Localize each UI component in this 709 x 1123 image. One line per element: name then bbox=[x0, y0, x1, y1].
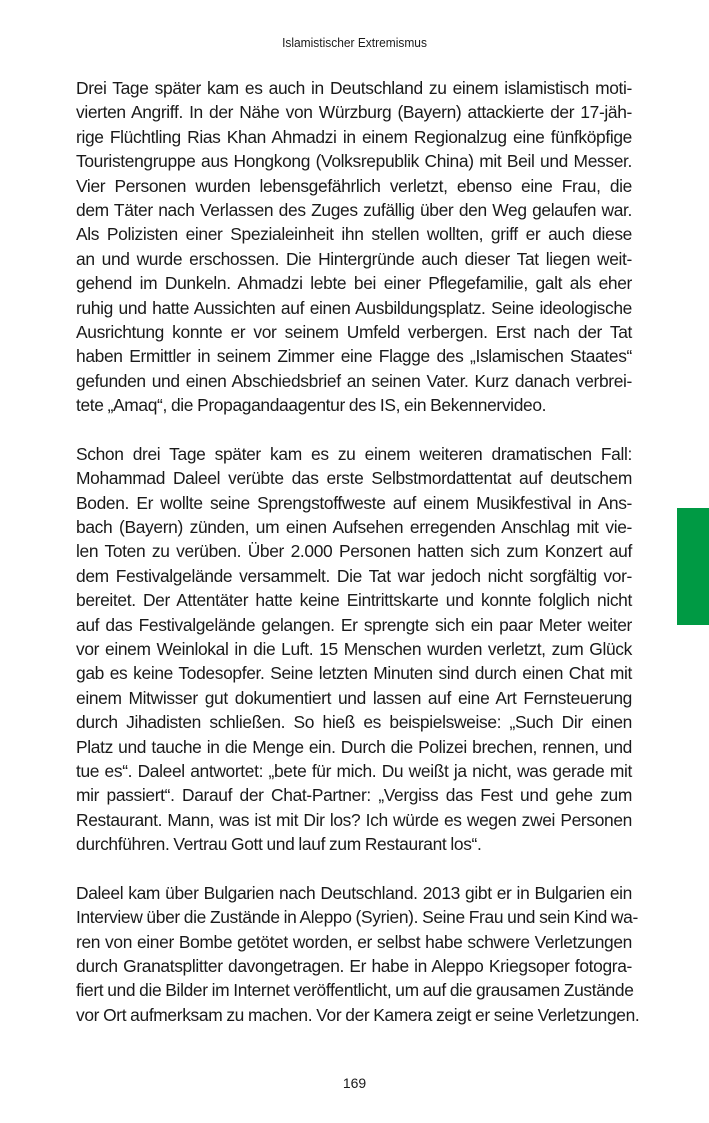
text-line: gehend im Dunkeln. Ahmadzi lebte bei einer Pflegefamilie, galt als eher bbox=[76, 273, 632, 294]
text-line: durchführen. Vertrau Gott und lauf zum Restaurant los“. bbox=[76, 834, 482, 855]
text-line: tue es“. Daleel antwortet: „bete für mich. Du weißt ja nicht, was gerade mit bbox=[76, 760, 632, 781]
paragraph-ansbach bbox=[76, 442, 632, 857]
text-line: einem Mitwisser gut dokumentiert und lassen auf eine Art Fernsteuerung bbox=[76, 687, 632, 708]
paragraph-wuerzburg bbox=[76, 76, 632, 417]
text-line: Restaurant. Mann, was ist mit Dir los? Ich würde es wegen zwei Personen bbox=[76, 809, 632, 830]
text-line: rige Flüchtling Rias Khan Ahmadzi in einem Regionalzug eine fünfköpfige bbox=[76, 126, 632, 147]
text-line: len Toten zu verüben. Über 2.000 Personen hatten sich zum Konzert auf bbox=[76, 541, 632, 562]
text-line: Interview über die Zustände in Aleppo (Syrien). Seine Frau und sein Kind wa- bbox=[76, 907, 638, 928]
text-line: bach (Bayern) zünden, um einen Aufsehen erregenden Anschlag mit vie- bbox=[76, 517, 632, 538]
text-body bbox=[76, 76, 640, 1027]
text-line: durch Jihadisten schließen. So hieß es beispielsweise: „Such Dir einen bbox=[76, 712, 632, 733]
text-line: dem Täter nach Verlassen des Zuges zufällig über den Weg gelaufen war. bbox=[76, 199, 632, 220]
text-line: gefunden und einen Abschiedsbrief an seinen Vater. Kurz danach verbrei- bbox=[76, 370, 632, 391]
text-line: Drei Tage später kam es auch in Deutschland zu einem islamistisch moti- bbox=[76, 78, 632, 98]
text-line: tete „Amaq“, die Propagandaagentur des IS, ein Bekennervideo. bbox=[76, 395, 547, 416]
text-line: ruhig und hatte Aussichten auf einen Ausbildungsplatz. Seine ideologische bbox=[76, 297, 632, 318]
text-line: Boden. Er wollte seine Sprengstoffweste auf einem Musikfestival in Ans- bbox=[76, 492, 632, 513]
text-line: durch Granatsplitter davongetragen. Er habe in Aleppo Kriegsoper fotogra- bbox=[76, 956, 632, 977]
text-line: gab es keine Todesopfer. Seine letzten Minuten sind durch einen Chat mit bbox=[76, 663, 632, 684]
text-line: Mohammad Daleel verübte das erste Selbstmordattentat auf deutschem bbox=[76, 468, 632, 489]
text-line: mir passiert“. Darauf der Chat-Partner: „Vergiss das Fest und gehe zum bbox=[76, 785, 632, 806]
text-line: bereitet. Der Attentäter hatte keine Eintrittskarte und konnte folglich nicht bbox=[76, 590, 632, 611]
text-line: haben Ermittler in seinem Zimmer eine Flagge des „Islamischen Staates“ bbox=[76, 346, 632, 367]
text-line: Daleel kam über Bulgarien nach Deutschland. 2013 gibt er in Bulgarien ein bbox=[76, 882, 632, 903]
text-line: vor Ort aufmerksam zu machen. Vor der Kamera zeigt er seine Verletzungen. bbox=[76, 1004, 640, 1025]
text-line: dem Festivalgelände versammelt. Die Tat war jedoch nicht sorgfältig vor- bbox=[76, 565, 632, 586]
text-line: ren von einer Bombe getötet worden, er selbst habe schwere Verletzungen bbox=[76, 931, 632, 952]
text-line: Vier Personen wurden lebensgefährlich verletzt, ebenso eine Frau, die bbox=[76, 175, 632, 196]
text-line: Platz und tauche in die Menge ein. Durch die Polizei brechen, rennen, und bbox=[76, 736, 632, 757]
text-line: auf das Festivalgelände gelangen. Er sprengte sich ein paar Meter weiter bbox=[76, 614, 632, 635]
text-line: Ausrichtung konnte er vor seinem Umfeld verbergen. Erst nach der Tat bbox=[76, 321, 632, 342]
text-line: vor einem Weinlokal in die Luft. 15 Menschen wurden verletzt, zum Glück bbox=[76, 638, 632, 659]
text-line: Touristengruppe aus Hongkong (Volksrepublik China) mit Beil und Messer. bbox=[76, 151, 632, 172]
text-line: Als Polizisten einer Spezialeinheit ihn stellen wollten, griff er auch diese bbox=[76, 224, 632, 245]
text-line: an und wurde erschossen. Die Hintergründe auch dieser Tat liegen weit- bbox=[76, 248, 632, 269]
text-line: vierten Angriff. In der Nähe von Würzburg (Bayern) attackierte der 17-jäh- bbox=[76, 102, 632, 123]
chapter-thumb-tab bbox=[677, 508, 709, 625]
text-line: Schon drei Tage später kam es zu einem weiteren dramatischen Fall: bbox=[76, 443, 632, 464]
page-number: 169 bbox=[342, 1075, 367, 1091]
running-header: Islamistischer Extremismus bbox=[282, 35, 427, 50]
text-line: fiert und die Bilder im Internet veröffentlicht, um auf die grausamen Zustände bbox=[76, 980, 634, 1001]
paragraph-daleel-background bbox=[76, 881, 640, 1027]
